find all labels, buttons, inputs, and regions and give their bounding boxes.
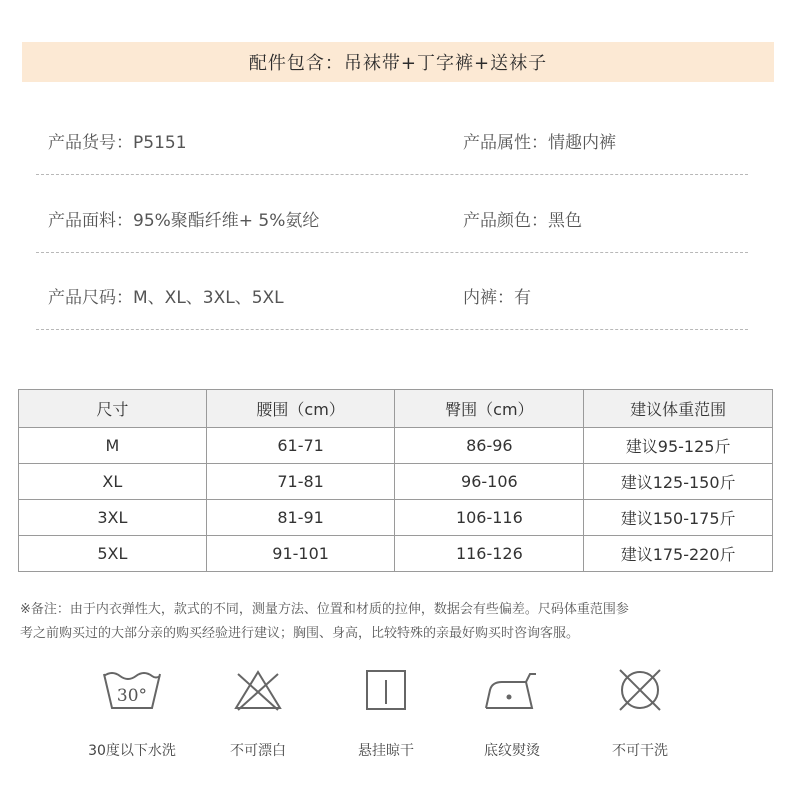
hang-dry-icon [354, 668, 418, 712]
spec-fabric: 产品面料：95%聚酯纤维+ 5%氨纶 [48, 211, 320, 231]
cell-size: M [19, 428, 207, 464]
cell-hip: 116-126 [395, 536, 584, 572]
spec-underwear: 内裤：有 [463, 288, 531, 308]
cell-waist: 81-91 [206, 500, 395, 536]
cell-weight: 建议95-125斤 [584, 428, 773, 464]
cell-waist: 91-101 [206, 536, 395, 572]
spec-row-3 [36, 253, 748, 330]
size-table [18, 389, 773, 572]
header-hip: 臀围（cm） [395, 390, 584, 428]
header-waist: 腰围（cm） [206, 390, 395, 428]
no-bleach-icon [226, 668, 290, 712]
table-row [19, 428, 773, 464]
cell-size: 5XL [19, 536, 207, 572]
note-line-2: 考之前购买过的大部分亲的购买经验进行建议；胸围、身高，比较特殊的亲最好购买时咨询客服。 [20, 626, 580, 641]
cell-size: 3XL [19, 500, 207, 536]
cell-hip: 96-106 [395, 464, 584, 500]
spec-attribute: 产品属性：情趣内裤 [463, 133, 616, 153]
care-label-iron: 底纹熨烫 [484, 743, 540, 759]
spec-row-1 [36, 98, 748, 175]
table-row [19, 464, 773, 500]
cell-hip: 106-116 [395, 500, 584, 536]
care-item-bleach [198, 668, 318, 760]
care-item-hang [326, 668, 446, 760]
wash-30-icon [100, 668, 164, 712]
care-label-bleach: 不可漂白 [230, 743, 286, 759]
spec-row-2 [36, 176, 748, 253]
cell-weight: 建议175-220斤 [584, 536, 773, 572]
cell-waist: 61-71 [206, 428, 395, 464]
table-row [19, 500, 773, 536]
header-size: 尺寸 [19, 390, 207, 428]
note-line-1: ※备注：由于内衣弹性大，款式的不同，测量方法、位置和材质的拉伸，数据会有些偏差。尺码体重范围参 [20, 602, 629, 617]
table-header-row [19, 390, 773, 428]
size-note [20, 598, 785, 646]
cell-size: XL [19, 464, 207, 500]
spec-color: 产品颜色：黑色 [463, 211, 582, 231]
cell-waist: 71-81 [206, 464, 395, 500]
header-weight: 建议体重范围 [584, 390, 773, 428]
care-item-dryclean [580, 668, 700, 760]
spec-sizes: 产品尺码：M、XL、3XL、5XL [48, 288, 284, 308]
accessories-banner [22, 42, 774, 82]
care-item-wash [72, 668, 192, 760]
spec-item-number: 产品货号：P5151 [48, 133, 187, 153]
care-label-wash: 30度以下水洗 [88, 743, 176, 759]
care-label-hang: 悬挂晾干 [358, 743, 414, 759]
low-iron-icon [480, 668, 544, 712]
table-row [19, 536, 773, 572]
care-label-dryclean: 不可干洗 [612, 743, 668, 759]
no-dry-clean-icon [608, 668, 672, 712]
care-item-iron [452, 668, 572, 760]
wash-temp-label: 30° [116, 686, 148, 706]
cell-hip: 86-96 [395, 428, 584, 464]
banner-text: 配件包含：吊袜带+丁字裤+送袜子 [248, 53, 548, 74]
cell-weight: 建议150-175斤 [584, 500, 773, 536]
cell-weight: 建议125-150斤 [584, 464, 773, 500]
